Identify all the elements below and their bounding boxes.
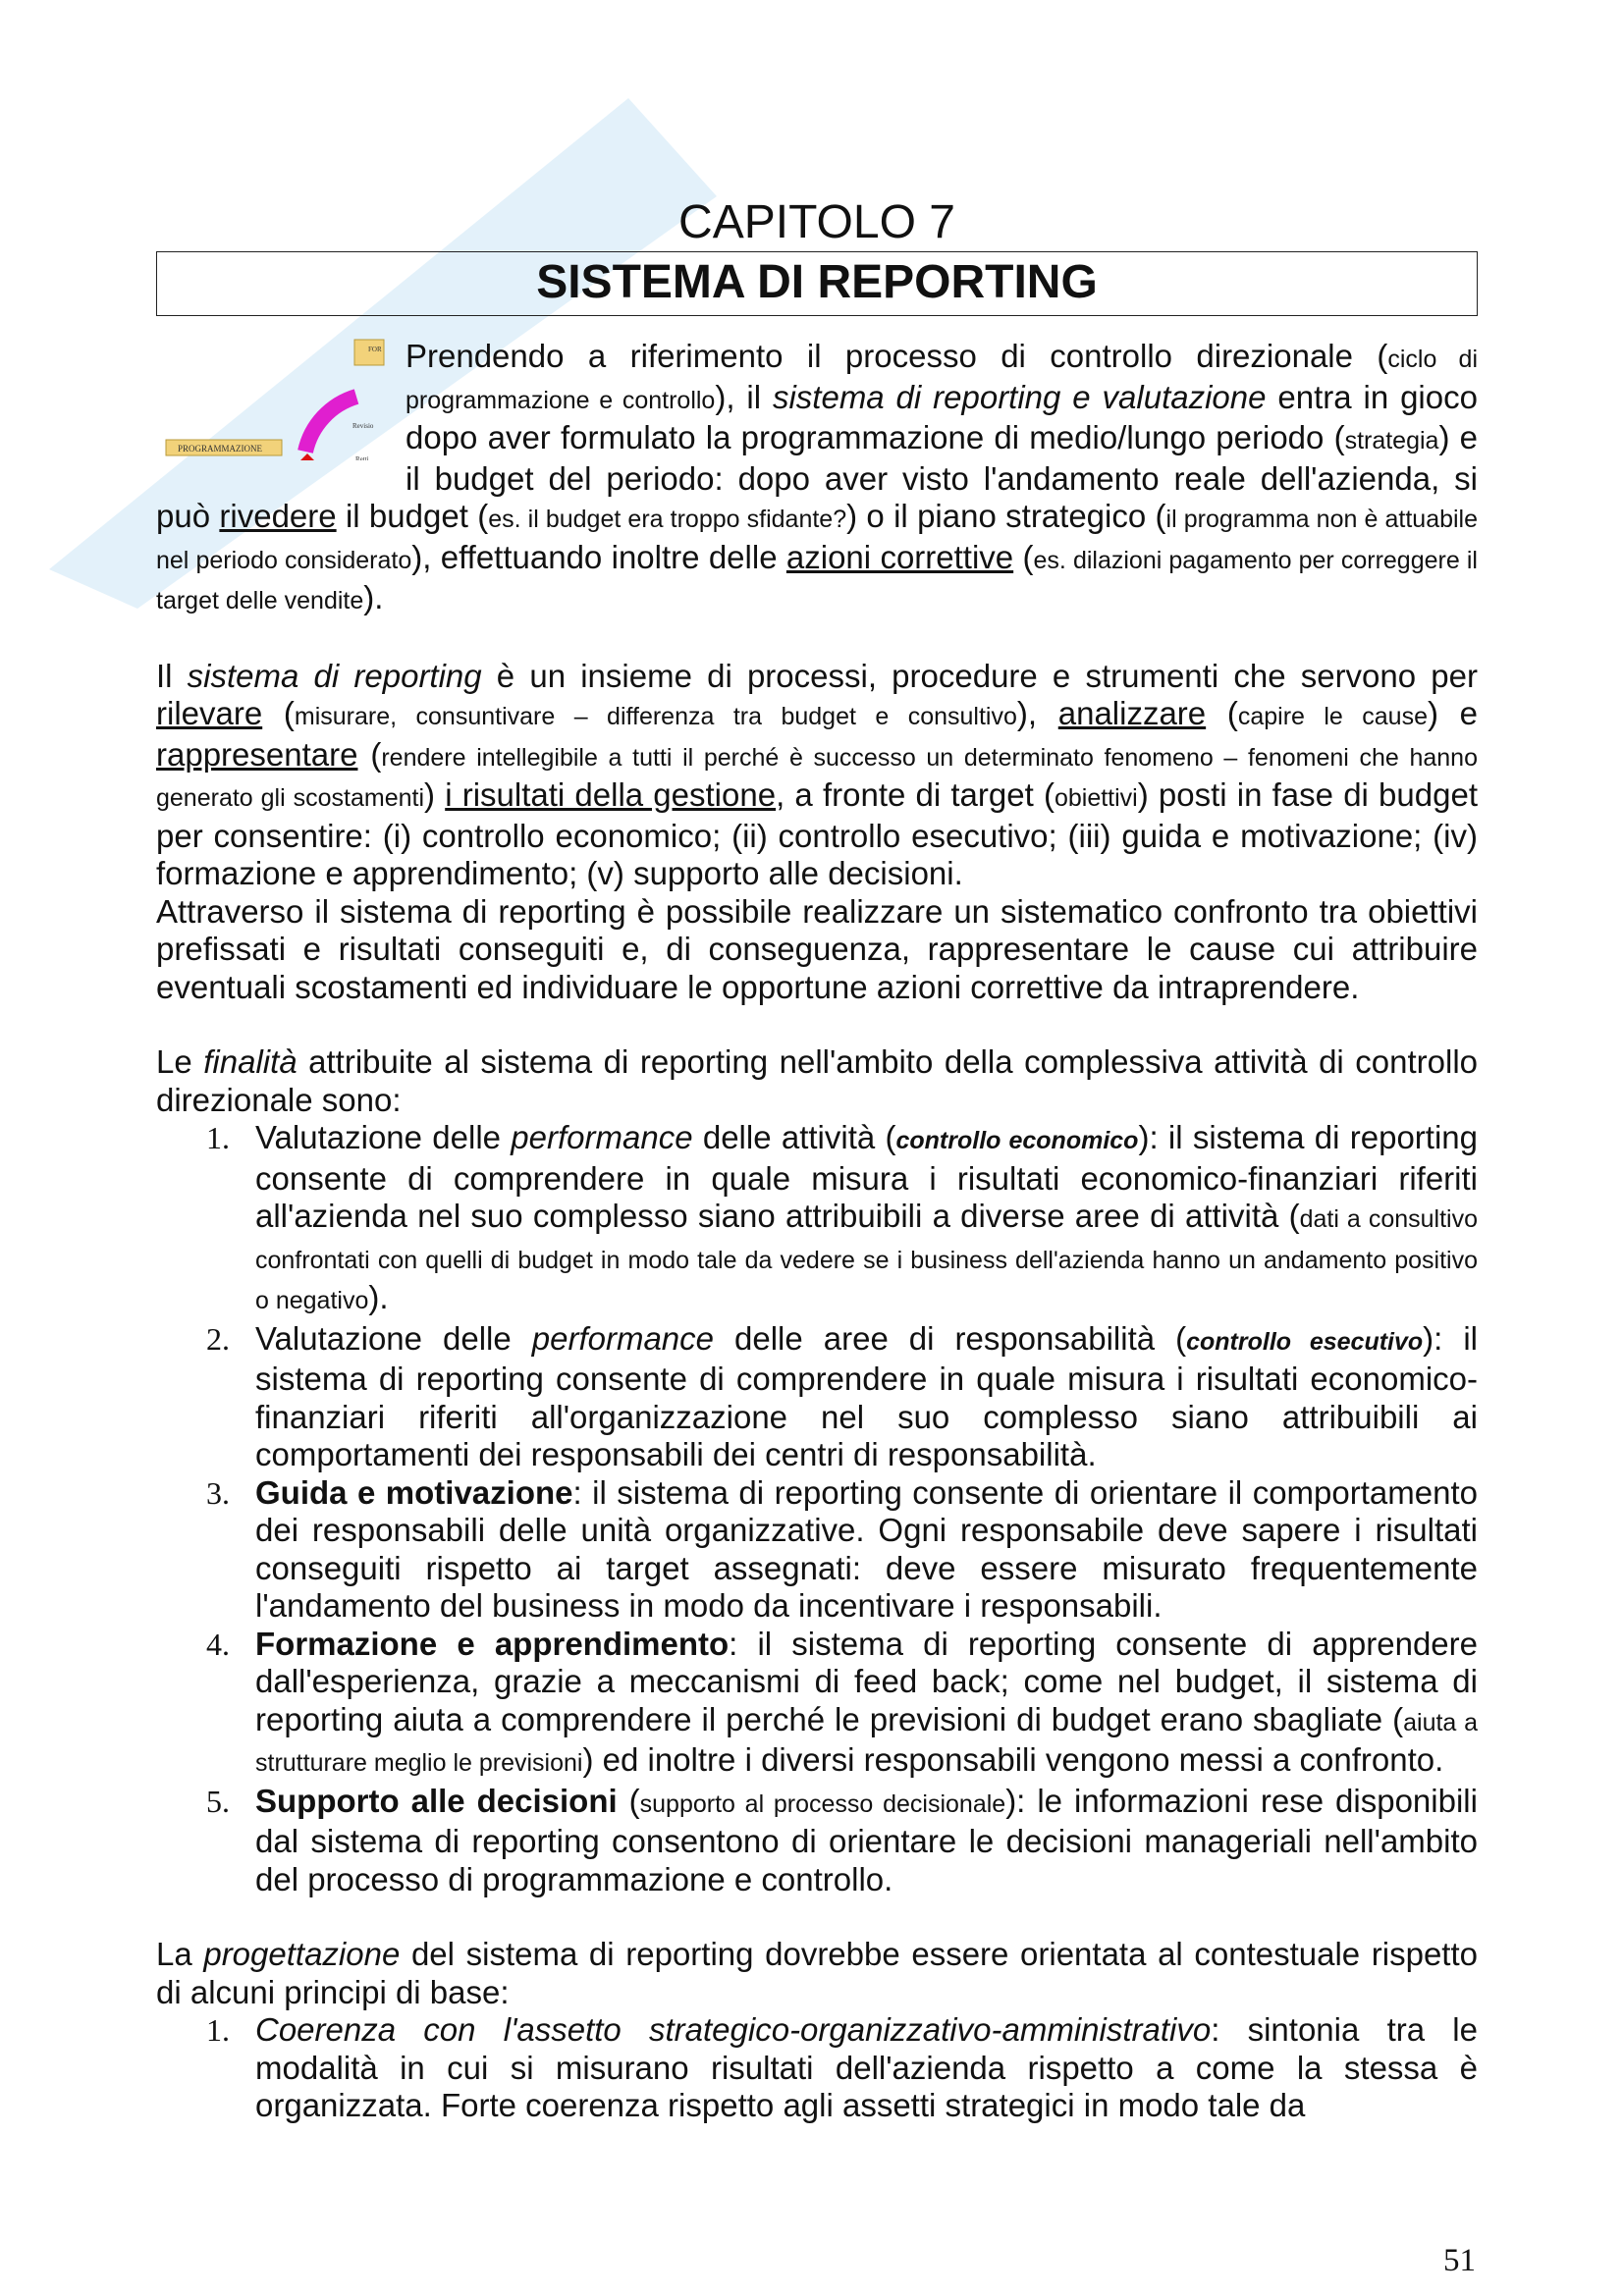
intro-note: es. dilazioni pagamento per correggere il target delle vendite	[156, 546, 1478, 614]
definition-underline: rappresentare	[156, 735, 358, 773]
intro-text: (	[1013, 538, 1034, 575]
intro-underline: azioni correttive	[785, 538, 1014, 575]
finalita-text: Le	[156, 1043, 204, 1080]
list-number: 5.	[206, 1783, 230, 1819]
progettazione-emphasis: progettazione	[203, 1936, 401, 1972]
intro-text: il budget (	[336, 498, 489, 534]
definition-note: misurare, consuntivare – differenza tra budget e consultivo	[294, 703, 1017, 730]
list-text: ): il sistema di reporting consente di comprendere in quale misura i risultati economico-finanziari riferiti all'organizzazione nel suo complesso siano attribuibili ai comportamenti dei responsabili dei centri di responsabilità.	[255, 1319, 1478, 1472]
intro-text: ).	[363, 579, 384, 615]
intro-emphasis: sistema di reporting e valutazione	[772, 378, 1267, 415]
list-item	[206, 2011, 1478, 2125]
progettazione-list	[156, 2011, 1478, 2125]
page-number: 51	[1443, 2243, 1476, 2278]
spacer	[156, 1898, 1478, 1936]
definition-underline: rilevare	[156, 695, 263, 731]
list-emphasis: performance	[531, 1319, 715, 1357]
diagram-label-bottom: Retti	[355, 455, 369, 460]
definition-note: obiettivi	[1054, 784, 1138, 812]
definition-text: , a fronte di target (	[776, 776, 1055, 813]
definition-text: ) e	[1427, 695, 1478, 731]
list-text: delle attività (	[692, 1119, 896, 1155]
progettazione-intro	[156, 1936, 1478, 2011]
definition-text: ),	[1016, 695, 1058, 731]
diagram-label-top: FOR	[368, 346, 382, 353]
chapter-title: SISTEMA DI REPORTING	[156, 251, 1478, 316]
definition-text: (	[357, 735, 382, 773]
list-bold: controllo esecutivo	[1186, 1327, 1424, 1356]
definition-underline: analizzare	[1057, 695, 1207, 731]
list-item	[206, 1473, 1478, 1626]
list-text: : il sistema di reporting consente di apprendere dall'esperienza, grazie a meccanismi di feed back; come nel budget, il sistema di reporting aiuta a comprendere il perché le previsioni di budget erano sbagliate (	[255, 1625, 1478, 1737]
list-number: 4.	[206, 1626, 230, 1662]
list-bold: Guida e motivazione	[255, 1473, 573, 1511]
progettazione-text: del sistema di reporting dovrebbe essere orientata al contestuale rispetto di alcuni principi di base:	[156, 1936, 1479, 2010]
spacer	[156, 620, 1478, 658]
diagram-label-left: PROGRAMMAZIONE	[178, 444, 263, 454]
cycle-diagram	[160, 338, 396, 460]
list-number: 1.	[206, 2012, 230, 2048]
definition-underline: i risultati della gestione	[445, 776, 777, 813]
list-number: 3.	[206, 1474, 230, 1511]
list-bold: Supporto alle decisioni	[255, 1782, 618, 1819]
definition-text: ) posti in fase di budget per consentire: (i) controllo economico; (ii) controllo esecutivo; (iii) guida e motivazione; (iv) formazione e apprendimento; (v) supporto alle decisioni.	[156, 776, 1478, 891]
finalita-list	[156, 1119, 1478, 1898]
intro-section	[156, 338, 1478, 620]
list-note: dati a consultivo confrontati con quelli di budget in modo tale da vedere se i business dell'azienda hanno un andamento positivo o negativo	[255, 1205, 1478, 1314]
intro-note: il programma non è attuabile nel periodo considerato	[156, 506, 1479, 574]
intro-note: ciclo di programmazione e controllo	[406, 346, 1479, 414]
list-text: Valutazione delle	[255, 1119, 512, 1155]
intro-note: es. il budget era troppo sfidante?	[488, 506, 847, 533]
list-item	[206, 1625, 1478, 1783]
list-number: 1.	[206, 1120, 230, 1155]
list-item	[206, 1119, 1479, 1320]
intro-text: entra in gioco dopo aver formulato la programmazione di medio/lungo periodo (	[406, 378, 1478, 455]
list-text: : sintonia tra le modalità in cui si misurano risultati dell'azienda rispetto a come la stessa è organizzata. Forte coerenza rispetto agli assetti strategici in modo tale da	[255, 2011, 1478, 2123]
list-emphasis: Coerenza con l'assetto strategico-organizzativo-amministrativo	[255, 2011, 1212, 2048]
list-note: supporto al processo decisionale	[639, 1789, 1006, 1818]
list-text: ) ed inoltre i diversi responsabili vengono messi a confronto.	[582, 1741, 1444, 1778]
list-bold: controllo economico	[895, 1127, 1139, 1154]
list-bold: Formazione e apprendimento	[255, 1625, 730, 1662]
definition-note: capire le cause	[1237, 703, 1428, 730]
definition-emphasis: sistema di reporting	[187, 657, 482, 694]
list-text: ): le informazioni rese disponibili dal sistema di reporting consentono di orientare le decisioni manageriali nell'ambito del processo di programmazione e controllo.	[255, 1782, 1478, 1897]
spacer	[156, 1006, 1478, 1043]
definition-text: (	[262, 695, 295, 731]
list-note: aiuta a strutturare meglio le previsioni	[255, 1708, 1478, 1777]
list-text: delle aree di responsabilità (	[714, 1319, 1187, 1357]
diagram-label-mid: Revisio	[352, 422, 374, 430]
definition-text: (	[1206, 695, 1238, 731]
finalita-intro	[156, 1043, 1478, 1119]
intro-text: ) e il budget del periodo: dopo aver visto l'andamento reale dell'azienda, si può	[156, 419, 1478, 534]
progettazione-text: La	[156, 1936, 204, 1972]
definition-note: rendere intellegibile a tutti il perché è successo un determinato fenomeno – fenomeni che hanno generato gli scostamenti	[156, 743, 1478, 812]
list-text: : il sistema di reporting consente di orientare il comportamento dei responsabili delle unità organizzative. Ogni responsabile deve sapere i risultati conseguiti rispetto ai target assegnati: deve essere misurato frequentemente l'andamento del business in modo da incentivare i responsabili.	[255, 1473, 1478, 1624]
list-item	[206, 1782, 1478, 1899]
chapter-heading: CAPITOLO 7	[678, 196, 955, 248]
definition-text: Il	[156, 657, 188, 694]
list-text: (	[617, 1782, 640, 1819]
intro-text: ), il	[715, 378, 773, 415]
definition-text: è un insieme di processi, procedure e strumenti che servono per	[481, 657, 1478, 694]
list-item	[206, 1319, 1478, 1474]
finalita-text: attribuite al sistema di reporting nell'ambito della complessiva attività di controllo direzionale sono:	[156, 1043, 1479, 1118]
content	[156, 187, 1478, 2125]
intro-text: ) o il piano strategico (	[846, 498, 1166, 534]
confronto-paragraph: Attraverso il sistema di reporting è possibile realizzare un sistematico confronto tra obiettivi prefissati e risultati conseguiti e, di conseguenza, rappresentare le cause cui attribuire eventuali scostamenti ed individuare le opportune azioni correttive da intraprendere.	[156, 892, 1478, 1005]
definition-paragraph	[156, 658, 1478, 893]
intro-text: ), effettuando inoltre delle	[411, 538, 786, 575]
cycle-diagram-graphic	[160, 338, 396, 460]
intro-note: strategia	[1344, 427, 1439, 454]
list-text: ): il sistema di reporting consente di comprendere in quale misura i risultati economico-finanziari riferiti all'azienda nel suo complesso siano attribuibili a diverse aree di attività (	[255, 1119, 1479, 1234]
list-text: ).	[368, 1279, 389, 1315]
intro-text: Prendendo a riferimento il processo di controllo direzionale (	[406, 338, 1388, 374]
list-text: Valutazione delle	[255, 1319, 532, 1357]
list-number: 2.	[206, 1320, 230, 1357]
definition-text: )	[424, 776, 446, 813]
list-emphasis: performance	[511, 1119, 693, 1155]
finalita-emphasis: finalità	[203, 1043, 298, 1080]
intro-underline: rivedere	[219, 498, 337, 534]
